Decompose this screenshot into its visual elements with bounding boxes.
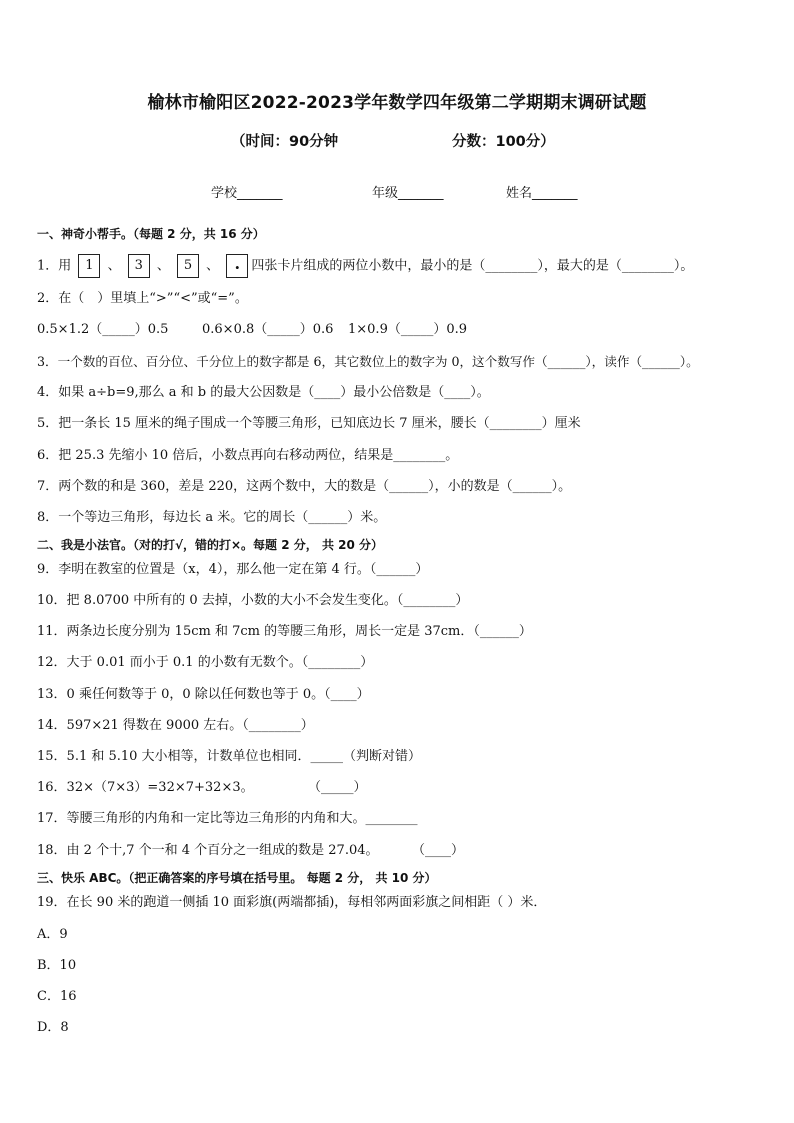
decimal-point-card: . <box>226 254 248 278</box>
section-2-heading: 二、我是小法官。（对的打√，错的打×。每题 2 分， 共 20 分） <box>37 538 383 552</box>
question-9: 9．李明在教室的位置是（x，4），那么他一定在第 4 行。（______） <box>37 562 429 577</box>
question-8: 8．一个等边三角形，每边长 a 米。它的周长（______）米。 <box>37 510 387 525</box>
section-3-heading: 三、快乐 ABC。（把正确答案的序号填在括号里。 每题 2 分， 共 10 分） <box>37 871 437 885</box>
question-14: 14．597×21 得数在 9000 左右。（________） <box>37 718 314 733</box>
question-4: 4．如果 a÷b=9,那么 a 和 b 的最大公因数是（____）最小公倍数是（____）。 <box>37 385 490 400</box>
section-1-heading: 一、神奇小帮手。（每题 2 分，共 16 分） <box>37 227 265 241</box>
digit-card-3: 3 <box>128 254 150 278</box>
question-2a: 0.5×1.2（_____）0.5 <box>37 322 169 337</box>
school-field: 学校_______ <box>211 186 283 201</box>
question-11: 11．两条边长度分别为 15cm 和 7cm 的等腰三角形，周长一定是 37cm．（______） <box>37 624 532 639</box>
question-16: 16．32×（7×3）=32×7+32×3。 <box>37 780 254 795</box>
question-7: 7．两个数的和是 360，差是 220，这两个数中，大的数是（______），小的数是（______）。 <box>37 479 572 494</box>
question-6: 6．把 25.3 先缩小 10 倍后，小数点再向右移动两位，结果是________。 <box>37 448 459 463</box>
digit-card-1: 1 <box>78 254 100 278</box>
exam-time: （时间：90分钟 <box>231 134 339 150</box>
q1-suffix: 四张卡片组成的两位小数中，最小的是（________），最大的是（________）。 <box>251 258 694 274</box>
q1-separator: 、 <box>107 258 121 274</box>
question-17: 17．等腰三角形的内角和一定比等边三角形的内角和大。________ <box>37 811 418 826</box>
question-10: 10．把 8.0700 中所有的 0 去掉，小数的大小不会发生变化。（________） <box>37 593 469 608</box>
question-1 <box>37 254 693 278</box>
exam-score: 分数：100分） <box>452 134 555 150</box>
page-title: 榆林市榆阳区2022-2023学年数学四年级第二学期期末调研试题 <box>147 93 647 113</box>
question-18-answer: （____） <box>412 843 465 858</box>
question-5: 5．把一条长 15 厘米的绳子围成一个等腰三角形，已知底边长 7 厘米，腰长（________）厘米 <box>37 416 581 431</box>
question-19: 19．在长 90 米的跑道一侧插 10 面彩旗(两端都插)，每相邻两面彩旗之间相距（ ）米． <box>37 895 547 910</box>
option-a: A．9 <box>37 927 68 942</box>
option-d: D．8 <box>37 1020 69 1035</box>
question-18: 18．由 2 个十,7 个一和 4 个百分之一组成的数是 27.04。 <box>37 843 379 858</box>
question-3: 3．一个数的百位、百分位、千分位上的数字都是 6，其它数位上的数字为 0，这个数写作（______），读作（______）。 <box>37 354 699 369</box>
grade-field: 年级_______ <box>372 186 444 201</box>
digit-card-5: 5 <box>177 254 199 278</box>
option-b: B．10 <box>37 958 77 973</box>
option-c: C．16 <box>37 989 77 1004</box>
q1-separator: 、 <box>156 258 170 274</box>
q1-separator: 、 <box>206 258 220 274</box>
question-2: 2．在（ ）里填上“>”“<”或“=”。 <box>37 291 248 306</box>
question-15: 15．5.1 和 5.10 大小相等，计数单位也相同．_____（判断对错） <box>37 749 422 764</box>
question-12: 12．大于 0.01 而小于 0.1 的小数有无数个。（________） <box>37 655 374 670</box>
question-13: 13．0 乘任何数等于 0，0 除以任何数也等于 0。（____） <box>37 687 370 702</box>
q1-prefix: 1．用 <box>37 258 72 274</box>
name-field: 姓名_______ <box>506 186 578 201</box>
question-2c: 1×0.9（_____）0.9 <box>348 322 468 337</box>
question-2b: 0.6×0.8（_____）0.6 <box>202 322 334 337</box>
question-16-answer: （_____） <box>308 780 367 795</box>
